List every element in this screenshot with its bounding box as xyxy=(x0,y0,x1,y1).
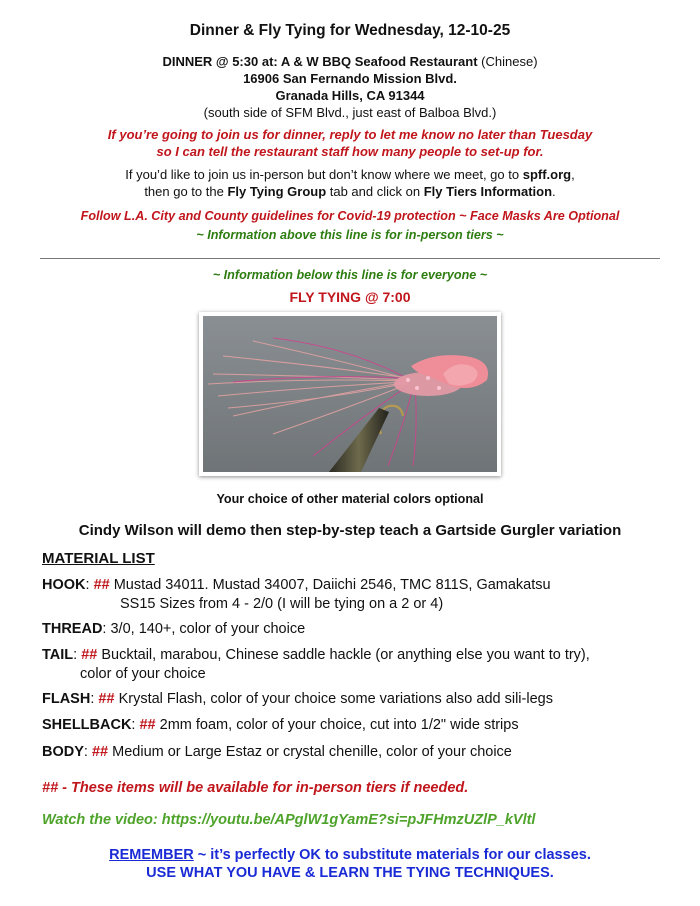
site-link[interactable]: spff.org xyxy=(522,167,572,182)
in-person-divider-note: ~ Information above this line is for in-person tiers ~ xyxy=(196,228,504,242)
material-hook: HOOK: ## Mustad 34011. Mustad 34007, Daiichi 2546, TMC 811S, Gamakatsu SS15 Sizes from 4 - 2/0 (I will be tying on a 2 or 4) xyxy=(42,577,551,612)
material-flash: FLASH: ## Krystal Flash, color of your choice some variations also add sili-legs xyxy=(42,691,553,707)
page-title: Dinner & Fly Tying for Wednesday, 12-10-25 xyxy=(189,22,511,39)
info-text-2: , xyxy=(571,167,575,182)
meeting-info xyxy=(0,166,700,200)
dinner-details xyxy=(0,53,700,121)
material-text: Medium or Large Estaz or crystal chenille, color of your choice xyxy=(108,744,512,760)
demo-description: Cindy Wilson will demo then step-by-step teach a Gartside Gurgler variation xyxy=(78,522,622,539)
fly-tying-group-tab: Fly Tying Group xyxy=(227,184,327,199)
material-tail: TAIL: ## Bucktail, marabou, Chinese saddle hackle (or anything else you want to try), color of your choice xyxy=(42,647,590,682)
dinner-city: Granada Hills, CA 91344 xyxy=(275,88,425,103)
everyone-divider-note: ~ Information below this line is for everyone ~ xyxy=(212,268,488,282)
material-label: HOOK xyxy=(42,577,86,593)
dinner-cuisine: (Chinese) xyxy=(477,54,538,69)
info-text-1: If you’d like to join us in-person but don’t know where we meet, go to xyxy=(125,167,523,182)
material-shellback: SHELLBACK: ## 2mm foam, color of your choice, cut into 1/2" wide strips xyxy=(42,717,519,733)
material-text: 2mm foam, color of your choice, cut into 1/2" wide strips xyxy=(155,717,519,733)
in-person-marker: ## xyxy=(91,744,109,760)
divider-line xyxy=(40,258,660,259)
material-text: Mustad 34011. Mustad 34007, Daiichi 2546, TMC 811S, Gamakatsu xyxy=(109,577,551,593)
in-person-marker: ## xyxy=(98,691,115,707)
remember-note xyxy=(0,846,700,882)
fly-tying-time: FLY TYING @ 7:00 xyxy=(289,289,411,305)
rsvp-notice xyxy=(0,126,700,160)
rsvp-line-2: so I can tell the restaurant staff how many people to set-up for. xyxy=(156,144,544,159)
gurgler-fly-image xyxy=(203,316,497,472)
fly-photo-frame xyxy=(199,312,501,476)
fly-photo xyxy=(203,316,497,472)
material-text: Krystal Flash, color of your choice some variations also add sili-legs xyxy=(114,691,553,707)
remember-word: REMEMBER xyxy=(109,847,194,863)
info-text-5: . xyxy=(552,184,556,199)
dinner-street: 16906 San Fernando Mission Blvd. xyxy=(243,71,457,86)
video-link[interactable]: Watch the video: https://youtu.be/APglW1gYamE?si=pJFHmzUZlP_kVltl xyxy=(42,812,536,828)
photo-caption: Your choice of other material colors optional xyxy=(216,492,484,506)
material-label: TAIL xyxy=(42,647,74,663)
material-label: THREAD xyxy=(42,621,103,637)
availability-note: ## - These items will be available for in-person tiers if needed. xyxy=(42,780,469,796)
material-label: FLASH xyxy=(42,691,91,707)
material-text-continued: color of your choice xyxy=(80,666,206,682)
dinner-directions: (south side of SFM Blvd., just east of Balboa Blvd.) xyxy=(203,105,497,120)
in-person-marker: ## xyxy=(139,717,156,733)
rsvp-line-1: If you’re going to join us for dinner, reply to let me know no later than Tuesday xyxy=(107,127,593,142)
material-text: Bucktail, marabou, Chinese saddle hackle (or anything else you want to try), xyxy=(97,647,590,663)
info-text-3: then go to the xyxy=(144,184,228,199)
material-thread xyxy=(42,620,305,639)
material-label: SHELLBACK xyxy=(42,717,132,733)
material-text: : 3/0, 140+, color of your choice xyxy=(102,621,306,637)
material-body: BODY: ## Medium or Large Estaz or crystal chenille, color of your choice xyxy=(42,744,512,760)
in-person-marker: ## xyxy=(93,577,110,593)
material-list-heading: MATERIAL LIST xyxy=(42,550,155,567)
material-text-continued: SS15 Sizes from 4 - 2/0 (I will be tying on a 2 or 4) xyxy=(120,596,444,612)
material-label: BODY xyxy=(42,744,84,760)
covid-notice: Follow L.A. City and County guidelines for Covid-19 protection ~ Face Masks Are Optional xyxy=(80,209,620,223)
fly-tiers-information: Fly Tiers Information xyxy=(423,184,553,199)
remember-line-2: USE WHAT YOU HAVE & LEARN THE TYING TECHNIQUES. xyxy=(146,865,554,881)
in-person-marker: ## xyxy=(81,647,98,663)
remember-text: ~ it’s perfectly OK to substitute materials for our classes. xyxy=(193,847,591,863)
info-text-4: tab and click on xyxy=(326,184,424,199)
dinner-venue-name: DINNER @ 5:30 at: A & W BBQ Seafood Restaurant xyxy=(162,54,478,69)
dinner-venue xyxy=(0,53,700,70)
